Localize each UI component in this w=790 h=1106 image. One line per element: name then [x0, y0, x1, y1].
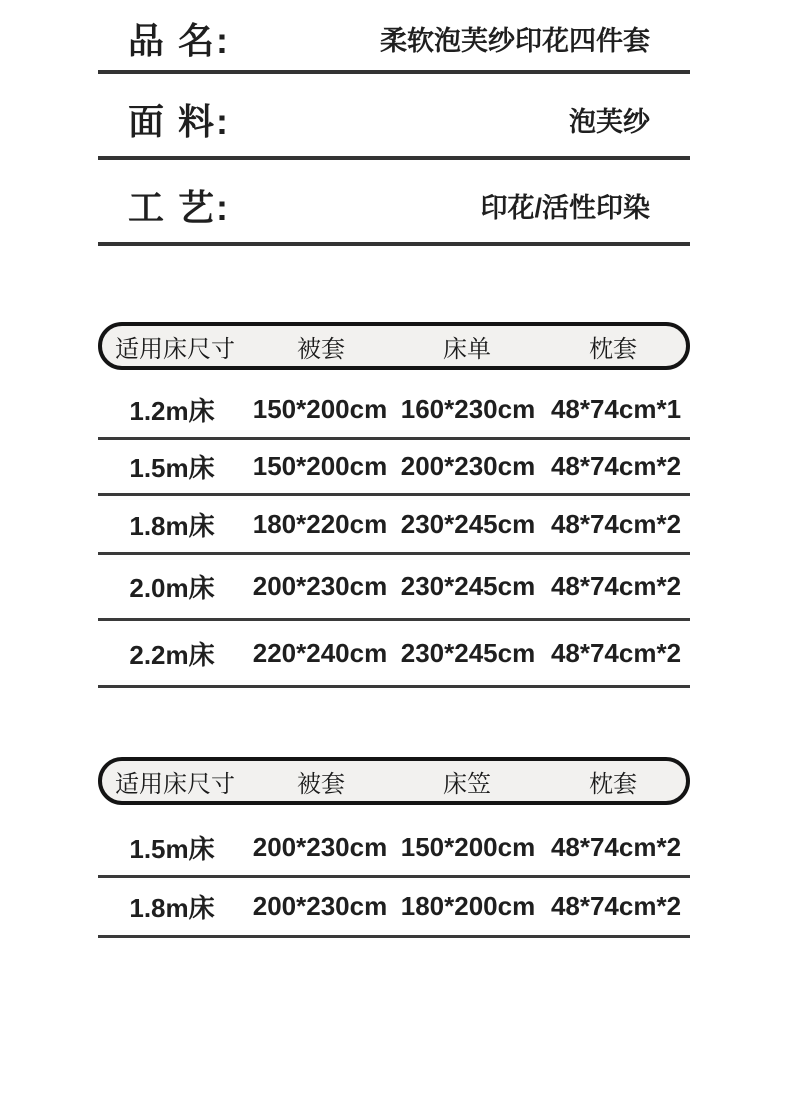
- column-header: 被套: [297, 770, 345, 798]
- table-cell: 1.5m床: [129, 453, 215, 483]
- table-cell: 200*230cm: [252, 571, 388, 601]
- column-header: 适用床尺寸: [115, 335, 235, 363]
- table-cell: 48*74cm*2: [550, 451, 682, 481]
- table-row: [98, 440, 690, 496]
- size-table-body: [98, 370, 690, 688]
- table-cell: 150*200cm: [252, 451, 388, 481]
- table-row: [98, 496, 690, 555]
- table-cell: 200*230cm: [252, 891, 388, 921]
- table-cell: 150*200cm: [252, 394, 388, 424]
- table-cell: 48*74cm*2: [550, 891, 682, 921]
- spec-row-craft: [98, 160, 690, 246]
- table-cell: 180*200cm: [400, 891, 536, 921]
- spec-row-fabric: [98, 74, 690, 160]
- table-cell: 1.8m床: [129, 893, 215, 923]
- table-cell: 2.2m床: [129, 639, 215, 670]
- table-cell: 48*74cm*2: [550, 571, 682, 601]
- table-cell: 1.2m床: [129, 396, 215, 426]
- product-name-label: 品 名:: [128, 19, 230, 61]
- content-column: [98, 0, 690, 938]
- size-table-body: [98, 805, 690, 938]
- column-header: 被套: [297, 335, 345, 363]
- spec-section: [98, 0, 690, 246]
- table-cell: 48*74cm*1: [550, 394, 682, 424]
- table-cell: 48*74cm*2: [550, 637, 682, 668]
- column-header: 枕套: [589, 770, 637, 798]
- table-cell: 1.8m床: [129, 510, 215, 541]
- size-table-flat-sheet: [98, 322, 690, 688]
- table-cell: 230*245cm: [400, 571, 536, 601]
- table-cell: 150*200cm: [400, 831, 536, 862]
- size-table-header: [98, 757, 690, 805]
- table-cell: 220*240cm: [252, 637, 388, 668]
- table-cell: 48*74cm*2: [550, 831, 682, 862]
- size-table-fitted-sheet: [98, 757, 690, 938]
- craft-label: 工 艺:: [128, 186, 230, 228]
- product-name-value: 柔软泡芙纱印花四件套: [380, 25, 650, 56]
- fabric-value: 泡芙纱: [569, 106, 650, 137]
- table-cell: 180*220cm: [252, 508, 388, 539]
- table-cell: 230*245cm: [400, 637, 536, 668]
- column-header: 枕套: [589, 335, 637, 363]
- fabric-label: 面 料:: [128, 100, 230, 142]
- table-row: [98, 621, 690, 688]
- size-table-header: [98, 322, 690, 370]
- table-cell: 1.5m床: [129, 833, 215, 864]
- column-header: 床笠: [443, 770, 491, 798]
- table-cell: 2.0m床: [129, 573, 215, 603]
- column-header: 床单: [443, 335, 491, 363]
- table-cell: 48*74cm*2: [550, 508, 682, 539]
- table-row: [98, 805, 690, 878]
- column-header: 适用床尺寸: [115, 770, 235, 798]
- table-cell: 200*230cm: [252, 831, 388, 862]
- table-row: [98, 555, 690, 621]
- table-cell: 160*230cm: [400, 394, 536, 424]
- table-cell: 230*245cm: [400, 508, 536, 539]
- table-cell: 200*230cm: [400, 451, 536, 481]
- craft-value: 印花/活性印染: [480, 192, 650, 223]
- table-row: [98, 878, 690, 938]
- table-row: [98, 370, 690, 440]
- spec-row-product-name: [98, 2, 690, 74]
